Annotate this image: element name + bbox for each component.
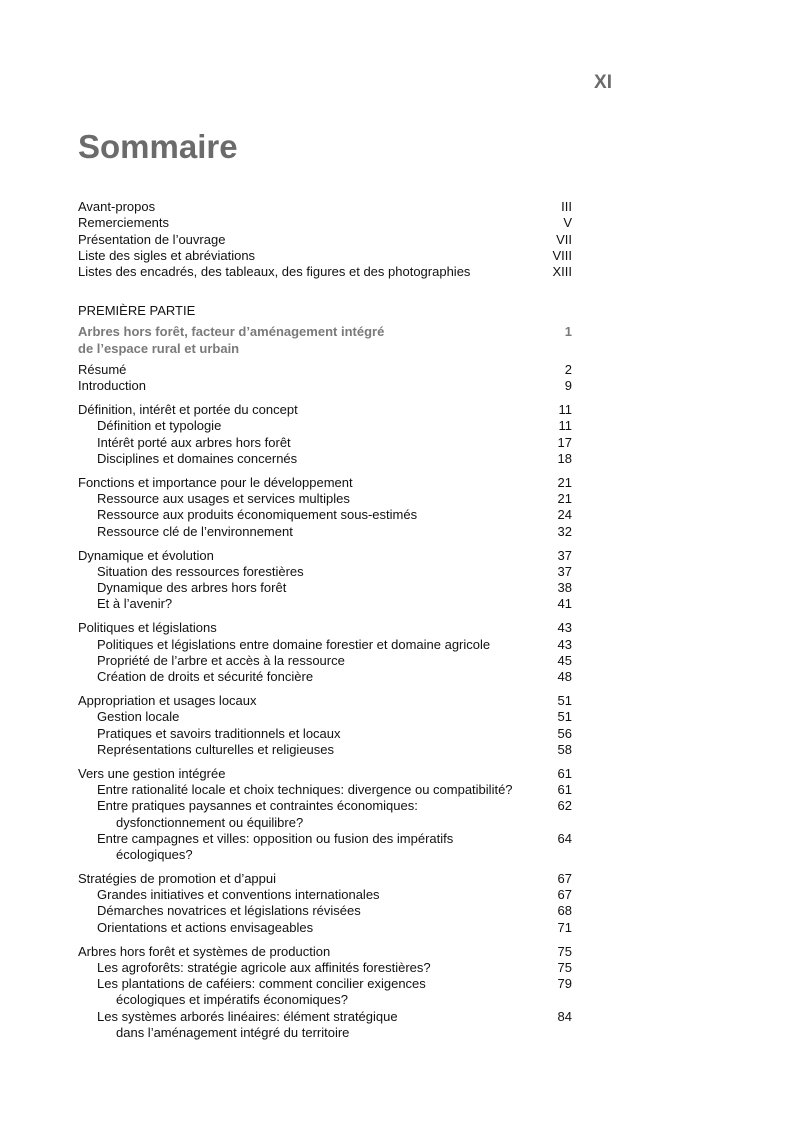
toc-subentry-label: Représentations culturelles et religieuses (97, 741, 335, 757)
toc-section-heading-label: Vers une gestion intégrée (78, 765, 226, 781)
toc-subentry-page: 21 (557, 491, 572, 507)
toc-subentry[interactable] (78, 507, 572, 523)
toc-subentry[interactable] (78, 596, 572, 612)
toc-subentry-label: Pratiques et savoirs traditionnels et locaux (97, 725, 341, 741)
toc-subentry-page: 64 (557, 830, 572, 846)
toc-subentry[interactable] (78, 637, 572, 653)
toc-subentry-page: 75 (557, 959, 572, 975)
toc-section-heading[interactable] (78, 620, 572, 636)
toc-subentry-page: 62 (557, 798, 572, 814)
toc-subentry-label: Intérêt porté aux arbres hors forêt (97, 434, 291, 450)
toc-subentry-page: 61 (557, 781, 572, 797)
toc-section-heading[interactable] (78, 944, 572, 960)
toc-section-heading[interactable] (78, 402, 572, 418)
toc-section (78, 944, 572, 1042)
toc-section-heading-page: 67 (557, 870, 572, 886)
toc-entry-page: XIII (552, 264, 572, 280)
toc-subentry[interactable] (78, 887, 572, 903)
toc-section-heading-label: Arbres hors forêt et systèmes de production (78, 943, 331, 959)
toc-subentry-label: Entre pratiques paysannes et contraintes économiques: (97, 798, 418, 814)
toc-subentry-label: Création de droits et sécurité foncière (97, 669, 314, 685)
toc-entry-page: VII (556, 231, 572, 247)
toc-subentry[interactable] (78, 742, 572, 758)
toc-section-heading[interactable] (78, 548, 572, 564)
toc-subentry[interactable] (78, 524, 572, 540)
toc-subentry-page: 51 (557, 709, 572, 725)
toc-subentry-label-continued: dans l’aménagement intégré du territoire (116, 1025, 350, 1041)
toc-subentry-label: Les agroforêts: stratégie agricole aux affinités forestières? (97, 959, 431, 975)
toc-subentry-label: Propriété de l’arbre et accès à la ressource (97, 652, 345, 668)
toc-section-heading-page: 51 (557, 692, 572, 708)
toc-entry-label: Introduction (78, 378, 146, 394)
toc-entry-label: Liste des sigles et abréviations (78, 247, 256, 263)
part-heading: PREMIÈRE PARTIE (78, 303, 196, 319)
toc-subentry-label: Entre campagnes et villes: opposition ou fusion des impératifs (97, 830, 454, 846)
toc-subentry-label: Ressource aux produits économiquement sous-estimés (97, 507, 418, 523)
toc-subentry[interactable] (78, 798, 572, 831)
toc-subentry-label: Situation des ressources forestières (97, 563, 304, 579)
toc-entry[interactable] (78, 248, 572, 264)
toc-subentry-page: 38 (557, 580, 572, 596)
toc-subentry[interactable] (78, 491, 572, 507)
toc-subentry[interactable] (78, 976, 572, 1009)
toc-entry-label: Remerciements (78, 215, 170, 231)
toc-subentry-page: 67 (557, 887, 572, 903)
toc-subentry[interactable] (78, 564, 572, 580)
toc-subentry-page: 79 (557, 976, 572, 992)
toc-subentry-label: Les systèmes arborés linéaires: élément stratégique (97, 1008, 398, 1024)
toc-subentry-label: Les plantations de caféiers: comment concilier exigences (97, 976, 426, 992)
toc-section (78, 402, 572, 467)
toc-subentry-label-continued: dysfonctionnement ou équilibre? (116, 814, 304, 830)
toc-section-heading-page: 21 (557, 474, 572, 490)
toc-subentry-label: Ressource aux usages et services multiples (97, 491, 350, 507)
toc-subentry-label: Ressource clé de l’environnement (97, 523, 293, 539)
table-of-contents (78, 199, 572, 1041)
toc-section-heading-label: Dynamique et évolution (78, 547, 214, 563)
toc-subentry-label: Et à l’avenir? (97, 596, 173, 612)
toc-entry-page: 9 (564, 378, 572, 394)
part-title-line2: de l’espace rural et urbain (78, 340, 240, 356)
toc-subentry-page: 68 (557, 903, 572, 919)
toc-subentry-page: 24 (557, 507, 572, 523)
toc-section-heading-label: Définition, intérêt et portée du concept (78, 402, 298, 418)
toc-subentry[interactable] (78, 580, 572, 596)
part-title-line1: Arbres hors forêt, facteur d’aménagement intégré (78, 324, 385, 340)
toc-subentry-label: Démarches novatrices et législations révisées (97, 903, 361, 919)
page-number: XI (594, 72, 612, 93)
toc-subentry-page: 11 (558, 418, 572, 434)
toc-subentry[interactable] (78, 669, 572, 685)
toc-subentry-label: Dynamique des arbres hors forêt (97, 580, 287, 596)
toc-subentry-label-continued: écologiques et impératifs économiques? (116, 992, 348, 1008)
toc-section-heading-page: 11 (558, 402, 572, 418)
toc-entry-label: Listes des encadrés, des tableaux, des figures et des photographies (78, 264, 471, 280)
toc-subentry-page: 17 (557, 434, 572, 450)
toc-entry[interactable] (78, 264, 572, 280)
toc-section (78, 766, 572, 864)
toc-subentry[interactable] (78, 653, 572, 669)
toc-subentry-page: 58 (557, 741, 572, 757)
toc-entry-page: 2 (564, 362, 572, 378)
toc-section-heading-label: Fonctions et importance pour le développement (78, 474, 353, 490)
front-matter-list (78, 199, 572, 280)
toc-subentry[interactable] (78, 418, 572, 434)
toc-subentry-page: 41 (557, 596, 572, 612)
toc-subentry-page: 45 (557, 652, 572, 668)
toc-section-heading[interactable] (78, 693, 572, 709)
toc-subentry-page: 84 (557, 1008, 572, 1024)
toc-subentry[interactable] (78, 1009, 572, 1042)
toc-subentry-page: 18 (557, 451, 572, 467)
toc-subentry[interactable] (78, 782, 572, 798)
toc-subentry[interactable] (78, 451, 572, 467)
toc-subentry-page: 37 (557, 563, 572, 579)
toc-section (78, 475, 572, 540)
page-title: Sommaire (78, 128, 238, 165)
toc-subentry-label-continued: écologiques? (116, 847, 193, 863)
toc-section-heading-label: Appropriation et usages locaux (78, 692, 257, 708)
toc-subentry[interactable] (78, 960, 572, 976)
toc-section-heading[interactable] (78, 475, 572, 491)
toc-section-heading-page: 61 (557, 765, 572, 781)
toc-section-heading[interactable] (78, 766, 572, 782)
toc-section-heading-page: 75 (557, 943, 572, 959)
toc-section-heading-label: Stratégies de promotion et d’appui (78, 870, 277, 886)
part-title-entry[interactable] (78, 324, 572, 357)
toc-subentry[interactable] (78, 726, 572, 742)
toc-subentry-page: 56 (557, 725, 572, 741)
toc-entry[interactable] (78, 215, 572, 231)
toc-section (78, 620, 572, 685)
part-title-page: 1 (564, 324, 572, 340)
toc-entry-page: VIII (552, 247, 572, 263)
toc-subentry[interactable] (78, 920, 572, 936)
toc-subentry-page: 43 (557, 636, 572, 652)
toc-section-heading-label: Politiques et législations (78, 620, 217, 636)
toc-entry-label: Résumé (78, 362, 127, 378)
toc-entry[interactable] (78, 232, 572, 248)
toc-subentry-label: Gestion locale (97, 709, 180, 725)
toc-section (78, 693, 572, 758)
toc-section (78, 548, 572, 613)
toc-entry-label: Avant-propos (78, 199, 156, 214)
toc-entry-page: III (561, 199, 572, 214)
toc-section-heading-page: 43 (557, 620, 572, 636)
toc-subentry-label: Définition et typologie (97, 418, 222, 434)
toc-subentry-label: Disciplines et domaines concernés (97, 451, 298, 467)
toc-entry-page: V (563, 215, 572, 231)
toc-subentry[interactable] (78, 903, 572, 919)
toc-subentry[interactable] (78, 435, 572, 451)
toc-sections (78, 402, 572, 1041)
toc-subentry-page: 71 (557, 919, 572, 935)
toc-entry-label: Présentation de l’ouvrage (78, 231, 226, 247)
toc-section (78, 871, 572, 936)
toc-entry[interactable] (78, 199, 572, 215)
toc-subentry-label: Politiques et législations entre domaine forestier et domaine agricole (97, 636, 491, 652)
toc-subentry-page: 32 (557, 523, 572, 539)
toc-section-heading[interactable] (78, 871, 572, 887)
toc-subentry[interactable] (78, 831, 572, 864)
toc-subentry[interactable] (78, 709, 572, 725)
toc-section-heading-page: 37 (557, 547, 572, 563)
intro-entries (78, 362, 572, 395)
toc-subentry-label: Grandes initiatives et conventions internationales (97, 887, 380, 903)
toc-entry[interactable] (78, 378, 572, 394)
toc-subentry-page: 48 (557, 669, 572, 685)
toc-subentry-label: Entre rationalité locale et choix techniques: divergence ou compatibilité? (97, 781, 513, 797)
toc-subentry-label: Orientations et actions envisageables (97, 919, 314, 935)
toc-entry[interactable] (78, 362, 572, 378)
